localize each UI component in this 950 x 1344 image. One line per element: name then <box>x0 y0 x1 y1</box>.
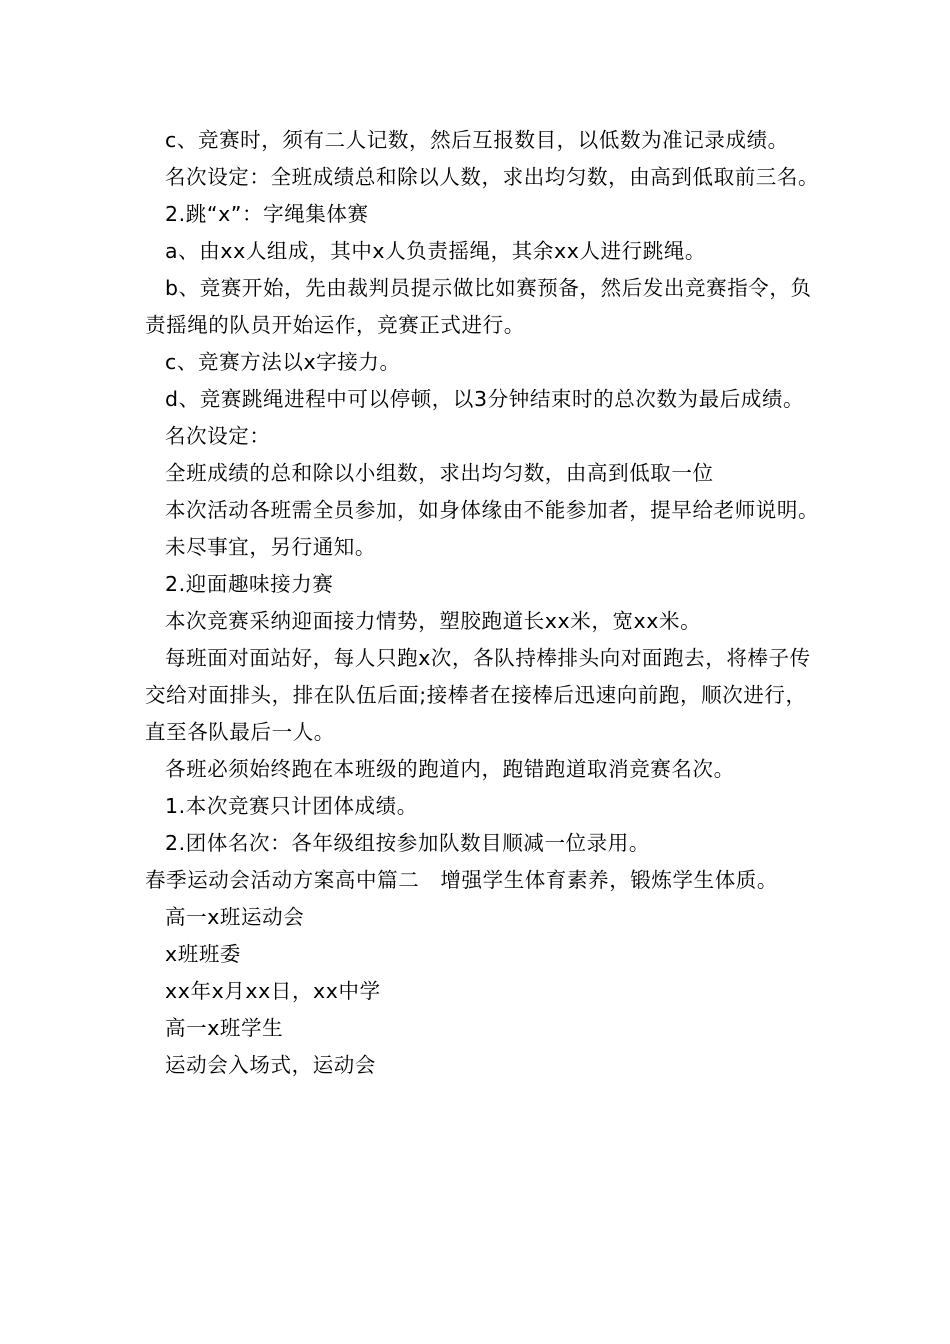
paragraph: 2.团体名次：各年级组按参加队数目顺减一位录用。 <box>165 831 650 855</box>
paragraph: b、竞赛开始，先由裁判员提示做比如赛预备，然后发出竞赛指令，负责摇绳的队员开始运作，竞赛正式进行。 <box>145 276 812 337</box>
document-page <box>145 122 825 1084</box>
paragraph: a、由xx人组成，其中x人负责摇绳，其余xx人进行跳绳。 <box>165 239 707 263</box>
paragraph: 未尽事宜，另行通知。 <box>165 535 376 559</box>
paragraph: x班班委 <box>165 942 242 966</box>
paragraph: 名次设定： <box>165 424 271 448</box>
paragraph: 高一x班运动会 <box>165 905 305 929</box>
paragraph: d、竞赛跳绳进程中可以停顿，以3分钟结束时的总次数为最后成绩。 <box>165 387 805 411</box>
chapter-heading: 春季运动会活动方案高中篇二 增强学生体育素养，锻炼学生体质。 <box>145 868 778 892</box>
section-heading: 2.迎面趣味接力赛 <box>165 572 334 596</box>
paragraph: 各班必须始终跑在本班级的跑道内，跑错跑道取消竞赛名次。 <box>165 757 735 781</box>
paragraph: c、竞赛时，须有二人记数，然后互报数目，以低数为准记录成绩。 <box>165 128 789 152</box>
paragraph: 每班面对面站好，每人只跑x次，各队持棒排头向对面跑去，将棒子传交给对面排头，排在队伍后面;接棒者在接棒后迅速向前跑，顺次进行，直至各队最后一人。 <box>145 646 811 744</box>
paragraph: 运动会入场式，运动会 <box>165 1053 376 1077</box>
paragraph: xx年x月xx日，xx中学 <box>165 979 381 1003</box>
paragraph: c、竞赛方法以x字接力。 <box>165 350 401 374</box>
paragraph: 本次活动各班需全员参加，如身体缘由不能参加者，提早给老师说明。 <box>165 498 820 522</box>
paragraph: 名次设定：全班成绩总和除以人数，求出均匀数，由高到低取前三名。 <box>165 165 820 189</box>
paragraph: 全班成绩的总和除以小组数，求出均匀数，由高到低取一位 <box>165 461 714 485</box>
paragraph: 高一x班学生 <box>165 1016 284 1040</box>
paragraph: 1.本次竞赛只计团体成绩。 <box>165 794 418 818</box>
paragraph: 本次竞赛采纳迎面接力情势，塑胶跑道长xx米，宽xx米。 <box>165 609 702 633</box>
section-heading: 2.跳“x”：字绳集体赛 <box>165 202 369 226</box>
